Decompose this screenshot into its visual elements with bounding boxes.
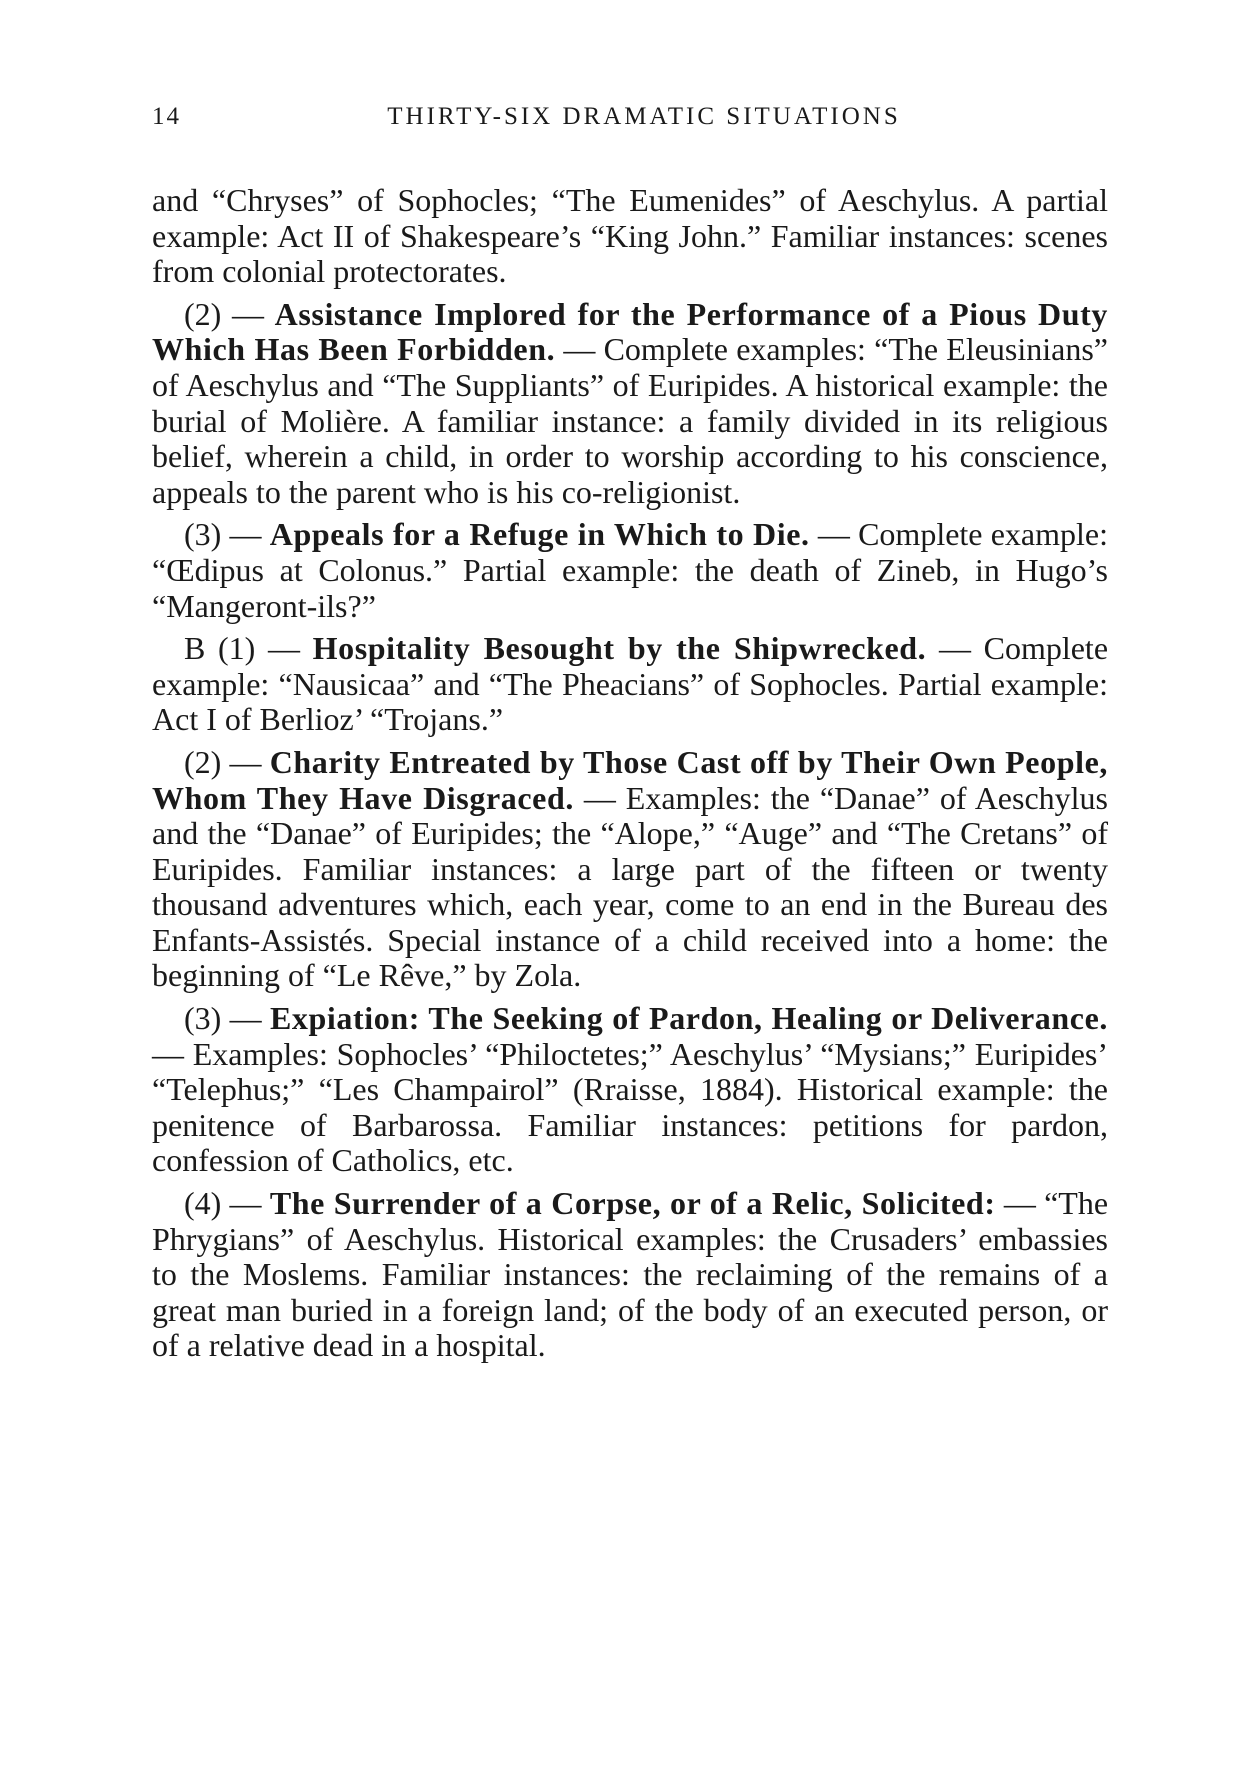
- page-header: [152, 103, 1108, 143]
- paragraph: [152, 745, 1108, 994]
- paragraph-text: — Complete example: “Œdipus at Colonus.” Partial example: the death of Zineb, in Hugo’s “Mangeront-ils?”: [152, 516, 1108, 624]
- paragraph-text: — Complete example: “Nausicaa” and “The Pheacians” of Sophocles. Partial example: Act I of Berlioz’ “Trojans.”: [152, 630, 1109, 738]
- situation-heading: Charity Entreated by Those Cast off by Their Own People, Whom They Have Disgraced.: [152, 743, 1109, 816]
- paragraph: [152, 1186, 1108, 1364]
- paragraph: [152, 183, 1108, 290]
- paragraph-text: — Complete examples: “The Eleusinians” of Aeschylus and “The Suppliants” of Euripides. A historical example: the burial of Molière. A familiar instance: a family divided in its religious belief, wherein a child, in order to worship according to his conscience, appeals to the parent who is his co-religionist.: [152, 331, 1109, 510]
- situation-heading: Assistance Implored for the Performance of a Pious Duty Which Has Been Forbidden.: [152, 295, 1109, 368]
- page-body: [152, 183, 1108, 1371]
- paragraph: [152, 1001, 1108, 1179]
- situation-heading: Expiation: The Seeking of Pardon, Healing or Deliverance.: [269, 1000, 1109, 1037]
- situation-number: (3) —: [184, 1000, 270, 1037]
- situation-number: (4) —: [184, 1185, 270, 1222]
- paragraph-text: — Examples: Sophocles’ “Philoctetes;” Aeschylus’ “Mysians;” Euripides’ “Telephus;” “Les Champairol” (Rraisse, 1884). Historical example: the penitence of Barbarossa. Familiar instances: petitions for pardon, confession of Catholics, etc.: [152, 1035, 1108, 1179]
- situation-number: (2) —: [184, 743, 270, 780]
- paragraph: [152, 517, 1108, 624]
- situation-heading: Hospitality Besought by the Shipwrecked.: [312, 630, 927, 667]
- situation-number: B (1) —: [184, 630, 313, 667]
- running-title: THIRTY-SIX DRAMATIC SITUATIONS: [387, 103, 901, 130]
- page-number: 14: [152, 103, 181, 130]
- paragraph: [152, 631, 1108, 738]
- paragraph: [152, 297, 1108, 511]
- situation-number: (2) —: [184, 295, 275, 332]
- paragraph-text: — “The Phrygians” of Aeschylus. Historical examples: the Crusaders’ embassies to the Moslems. Familiar instances: the reclaiming of the remains of a great man buried in a foreign land; of the body of an executed person, or of a relative dead in a hospital.: [152, 1185, 1109, 1364]
- paragraph-text: and “Chryses” of Sophocles; “The Eumenides” of Aeschylus. A partial example: Act II of Shakespeare’s “King John.” Familiar instances: scenes from colonial protectorates.: [152, 182, 1108, 290]
- paragraph-text: — Examples: the “Danae” of Aeschylus and the “Danae” of Euripides; the “Alope,” “Auge” and “The Cretans” of Euripides. Familiar instances: a large part of the fifteen or twenty thousand adventures which, each year, come to an end in the Bureau des Enfants-Assistés. Special instance of a child received into a home: the beginning of “Le Rêve,” by Zola.: [152, 779, 1109, 994]
- situation-heading: The Surrender of a Corpse, or of a Relic, Solicited:: [269, 1185, 996, 1222]
- situation-number: (3) —: [184, 516, 270, 553]
- situation-heading: Appeals for a Refuge in Which to Die.: [269, 516, 810, 553]
